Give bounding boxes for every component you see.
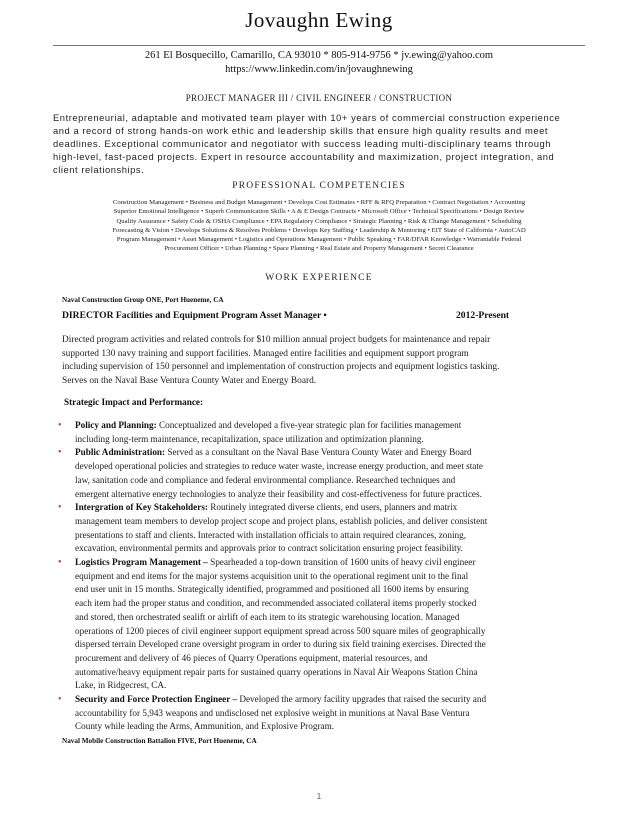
summary-line: deadlines. Exceptional communicator and negotiator with success leading multi-disciplinary teams through [53, 138, 552, 149]
bullet-security [58, 693, 598, 734]
bullet-lead: Security and Force Protection Engineer – [75, 694, 238, 705]
competencies-heading: PROFESSIONAL COMPETENCIES [232, 181, 406, 191]
bullet-text: Served as a consultant on the Naval Base Ventura County Water and Energy Board [165, 447, 472, 458]
bullet-text: including long-term maintenance, recapitalization, space utilization and optimization planning. [75, 433, 424, 444]
bullet-dot-icon: • [58, 557, 62, 569]
competencies-list [36, 198, 602, 254]
bullet-public-administration [58, 446, 598, 501]
summary-line: client relationships. [53, 164, 145, 175]
employer-name: Naval Mobile Construction Battalion FIVE, Port Hueneme, CA [62, 737, 257, 745]
bullet-text: Spearheaded a top-down transition of 1600 units of heavy civil engineer [207, 557, 476, 568]
bullet-text: developed operational policies and strategies to reduce water waste, increase energy production, and meet state [75, 461, 484, 472]
bullet-policy-planning [58, 419, 598, 446]
description-line: including supervision of 150 personnel and implementation of construction projects and equipment logistics tasking. [62, 362, 500, 373]
bullet-text: operations of 1200 pieces of civil engineer support equipment spread across 500 square miles of geographically [75, 625, 486, 636]
description-line: supported 130 navy training and support facilities. Managed entire facilities and equipment support program [62, 348, 469, 359]
bullet-text: excavation, environmental permits and approvals prior to contract solicitation ensuring project feasibility. [75, 543, 463, 554]
bullet-text: and stored, then orchestrated sealift or airlift of each item to its strategic warehousing location. Managed [75, 611, 460, 622]
competency-line: Construction Management • Business and Budget Management • Develops Cost Estimates • RFF & RFQ Preparation • Contract Negotiation • Accounting [112, 199, 526, 206]
description-line: Directed program activities and related controls for $10 million annual project budgets for maintenance and repair [62, 335, 491, 345]
role-description [62, 334, 562, 388]
bullet-text: emergent alternative energy technologies to analyze their feasibility and cost-effectiveness for future practices. [75, 488, 482, 499]
bullet-text: each item had the proper status and condition, and recommended associated collateral items properly stocked [75, 598, 477, 609]
role-dates: 2012-Present [456, 310, 510, 321]
bullet-text: Conceptualized and developed a five-year strategic plan for facilities management [156, 420, 462, 430]
competency-line: Program Management • Asset Management • Logistics and Operations Management • Public Speaking • FAR/DFAR Knowledge • Warrantable Federal [116, 236, 522, 244]
bullet-text: presentations to staff and clients. Interacted with installation officials to attain required clearances, zoning, [75, 529, 467, 540]
bullet-lead: Public Administration: [75, 447, 166, 458]
bullet-stakeholders [58, 501, 598, 556]
job-title-line: PROJECT MANAGER III / CIVIL ENGINEER / CONSTRUCTION [185, 93, 453, 103]
experience-heading: WORK EXPERIENCE [265, 273, 373, 283]
competency-line: Superior Emotional Intelligence • Superb Communication Skills • A & E Design Contracts • Microsoft Office • Technical Specifications • Design Review [113, 208, 525, 216]
impact-bullet-list [58, 419, 598, 734]
summary-line: Entrepreneurial, adaptable and motivated team player with 10+ years of commercial construction experience [53, 112, 561, 123]
impact-heading: Strategic Impact and Performance: [64, 397, 204, 407]
bullet-text: law, sanitation code and compliance and federal environmental compliance. Researched techniques and [75, 474, 456, 485]
bullet-text: end user unit in 15 months. Strategically identified, programmed and positioned all 1600 items by ensuring [75, 584, 469, 595]
summary-line: high-level, fast-paced projects. Expert in resource accountability and maximization, project integration, and [53, 151, 555, 162]
bullet-dot-icon: • [58, 420, 62, 431]
bullet-text: equipment and end items for the major systems acquisition unit to the operational regiment unit to the final [75, 570, 469, 581]
bullet-dot-icon: • [58, 694, 62, 706]
bullet-lead: Intergration of Key Stakeholders: [75, 502, 208, 513]
bullet-text: management team members to develop project scope and project plans, establish policies, and deliver consistent [75, 515, 488, 526]
role-title: DIRECTOR Facilities and Equipment Program Asset Manager • [62, 310, 327, 321]
competency-line: Procurement Officer • Urban Planning • Space Planning • Real Estate and Property Management • Secret Clearance [164, 245, 474, 253]
summary-paragraph [53, 111, 593, 176]
bullet-lead: Policy and Planning: [75, 420, 157, 430]
bullet-text: Developed the armory facility upgrades that raised the security and [237, 694, 487, 705]
header-rule [53, 45, 585, 46]
bullet-text: procurement and delivery of 46 pieces of Quarry Operations equipment, material resources, and [75, 652, 428, 663]
bullet-lead: Logistics Program Management – [75, 557, 208, 568]
competency-line: Quality Assurance • Safety Code & OSHA Compliance • EPA Regulatory Compliance • Strategic Planning • Risk & Change Management • Scheduling [116, 217, 522, 225]
bullet-text: accountability for 5,943 weapons and undisclosed net explosive weight in munitions at Naval Base Ventura [75, 707, 470, 718]
page-number: 1 [316, 792, 322, 801]
description-line: Serves on the Naval Base Ventura County Water and Energy Board. [62, 375, 317, 386]
bullet-text: Lake, in Ridgecrest, CA. [75, 680, 167, 691]
summary-line: and a record of strong hands-on work ethic and leadership skills that ensure high quality results and meet [53, 125, 549, 136]
bullet-dot-icon: • [58, 502, 62, 514]
bullet-text: dispersed terrain Developed crane oversight program in order to during six field training exercises. Directed the [75, 639, 486, 650]
bullet-text: automative/heavy equipment repair parts for sustained quarry operations in Naval Air Weapons Station China [75, 666, 478, 677]
bullet-logistics [58, 556, 598, 693]
linkedin-url: https://www.linkedin.com/in/jovaughnewing [225, 64, 413, 75]
bullet-text: County while leading the Arms, Ammunition, and Explosive Program. [75, 721, 335, 732]
candidate-name: Jovaughn Ewing [245, 8, 393, 32]
bullet-dot-icon: • [58, 447, 62, 459]
bullet-text: Routinely integrated diverse clients, end users, planners and matrix [207, 502, 458, 513]
contact-line: 261 El Bosquecillo, Camarillo, CA 93010 * 805-914-9756 * jv.ewing@yahoo.com [144, 50, 494, 61]
competency-line: Forecasting & Vision • Develops Solutions & Resolves Problems • Develops Key Staffing • Leadership & Mentoring • EIT State of California • AutoCAD [112, 226, 526, 234]
employer-name: Naval Construction Group ONE, Port Hueneme, CA [62, 296, 224, 304]
